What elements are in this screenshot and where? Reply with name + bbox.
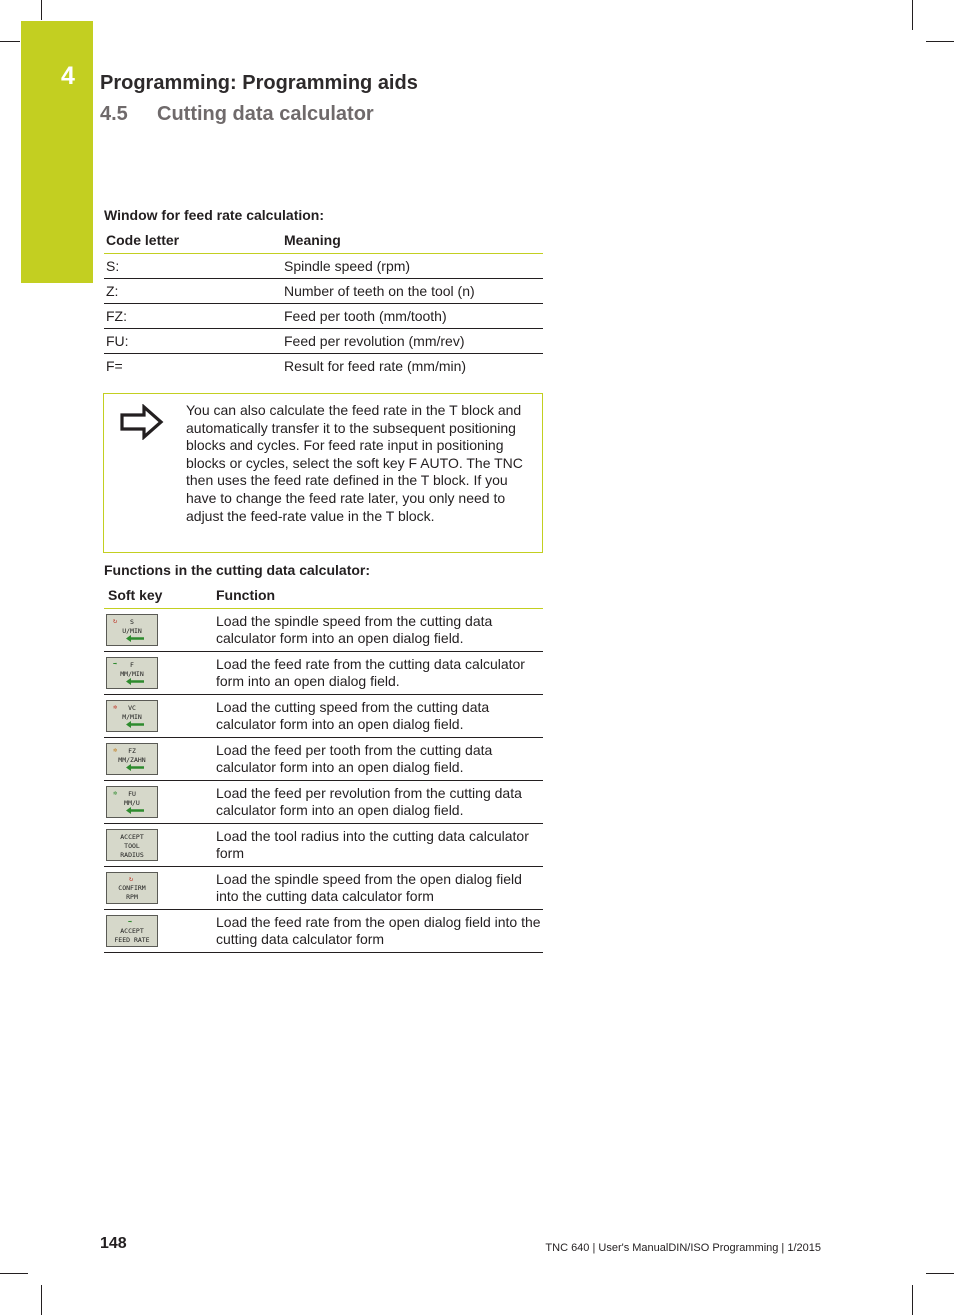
page-number: 148: [100, 1235, 127, 1252]
softkey-line: M/MIN: [122, 713, 142, 721]
softkey-accept-tool-radius[interactable]: [106, 829, 158, 861]
crop-mark: [41, 0, 42, 20]
code-letter: F=: [106, 358, 123, 374]
feed-icon: ➡: [128, 918, 133, 926]
arrow-left-icon: [126, 635, 144, 642]
softkey-accept-feed-rate[interactable]: [106, 915, 158, 947]
crop-mark: [912, 1285, 913, 1315]
softkey-f-mm-min[interactable]: [106, 657, 158, 689]
function-description: Load the feed rate from the cutting data calculator form into an open dialog field.: [214, 652, 543, 695]
softkey-line: MM/U: [124, 799, 140, 807]
spindle-icon: ↻: [113, 617, 118, 625]
meaning: Feed per revolution (mm/rev): [282, 329, 543, 354]
softkey-line: RADIUS: [120, 851, 144, 859]
arrow-left-icon: [126, 807, 144, 814]
column-header: Meaning: [282, 227, 543, 254]
table-row: [104, 824, 543, 867]
chapter-tab: [21, 21, 93, 283]
softkey-fu-mm-u[interactable]: [106, 786, 158, 818]
table-row: [104, 609, 543, 652]
function-description: Load the tool radius into the cutting data calculator form: [214, 824, 543, 867]
softkey-line: RPM: [126, 893, 138, 901]
softkey-line: FU: [128, 790, 136, 798]
code-letter: Z:: [104, 279, 282, 304]
table-header-row: [104, 582, 543, 609]
chapter-number: 4: [61, 62, 75, 90]
feed-per-rev-icon: ✲: [113, 789, 118, 797]
softkey-line: MM/MIN: [120, 670, 144, 678]
note-box: [103, 393, 543, 553]
function-description: Load the spindle speed from the open dialog field into the cutting data calculator form: [214, 867, 543, 910]
softkey-s-u-min[interactable]: [106, 614, 158, 646]
note-text: You can also calculate the feed rate in the T block and automatically transfer it to the subsequent positioning blocks and cycles. For feed rate input in positioning blocks or cycles, select the soft key F AUTO. The TNC then uses the feed rate defined in the T block. If you have to change the feed rate later, you only need to adjust the feed-rate value in the T block.: [186, 402, 523, 524]
arrow-left-icon: [126, 678, 144, 685]
feed-window-table: [104, 227, 543, 378]
chapter-title: Programming: Programming aids: [100, 72, 418, 94]
softkey-line: VC: [128, 704, 136, 712]
crop-mark: [926, 41, 954, 42]
softkey-line: S: [130, 618, 134, 626]
table-row: [104, 304, 543, 329]
softkey-line: U/MIN: [122, 627, 142, 635]
softkey-line: MM/ZAHN: [118, 756, 146, 764]
feed-per-tooth-icon: ✲: [113, 746, 118, 754]
crop-mark: [41, 1285, 42, 1315]
code-letter: FZ:: [104, 304, 282, 329]
function-description: Load the feed per revolution from the cutting data calculator form into an open dialog field.: [214, 781, 543, 824]
functions-table: [104, 582, 543, 953]
code-letter: S:: [104, 254, 282, 279]
spindle-icon: ↻: [129, 875, 134, 883]
table-row: [104, 867, 543, 910]
softkey-confirm-rpm[interactable]: [106, 872, 158, 904]
table-row: [104, 329, 543, 354]
softkey-line: CONFIRM: [118, 884, 146, 892]
softkey-line: FEED RATE: [114, 936, 150, 944]
table-row: [104, 254, 543, 279]
feed-icon: ➡: [113, 660, 118, 668]
meaning: Spindle speed (rpm): [282, 254, 543, 279]
table-row: [104, 910, 543, 953]
table-header-row: [104, 227, 543, 254]
section-number: 4.5: [100, 103, 128, 125]
softkey-line: ACCEPT: [120, 833, 144, 841]
section-title: Cutting data calculator: [157, 103, 374, 125]
meaning: Result for feed rate (mm/min): [284, 358, 467, 374]
softkey-line: F: [130, 661, 134, 669]
arrow-left-icon: [126, 764, 144, 771]
function-description: Load the cutting speed from the cutting data calculator form into an open dialog field.: [214, 695, 543, 738]
crop-mark: [0, 1273, 28, 1274]
arrow-left-icon: [126, 721, 144, 728]
table-row: [104, 738, 543, 781]
feed-window-heading: Window for feed rate calculation:: [104, 207, 325, 223]
softkey-line: FZ: [128, 747, 136, 755]
function-description: Load the spindle speed from the cutting data calculator form into an open dialog field.: [214, 609, 543, 652]
table-row: [104, 652, 543, 695]
table-row: [104, 354, 543, 379]
table-row: [104, 781, 543, 824]
section-heading: [100, 103, 374, 126]
softkey-fz-mm-zahn[interactable]: [106, 743, 158, 775]
crop-mark: [926, 1273, 954, 1274]
column-header: Code letter: [104, 227, 282, 254]
arrow-right-outline-icon: [120, 404, 164, 445]
function-description: Load the feed per tooth from the cutting data calculator form into an open dialog field.: [214, 738, 543, 781]
cutting-speed-icon: ✲: [113, 703, 118, 711]
column-header: Soft key: [104, 582, 214, 609]
functions-heading: Functions in the cutting data calculator:: [104, 562, 371, 578]
table-row: [104, 279, 543, 304]
function-description: Load the feed rate from the open dialog field into the cutting data calculator form: [214, 910, 543, 953]
footer-text: TNC 640 | User's ManualDIN/ISO Programming | 1/2015: [545, 1242, 821, 1254]
softkey-line: ACCEPT: [120, 927, 144, 935]
meaning: Feed per tooth (mm/tooth): [282, 304, 543, 329]
crop-mark: [912, 0, 913, 30]
softkey-vc-m-min[interactable]: [106, 700, 158, 732]
table-row: [104, 695, 543, 738]
code-letter: FU:: [104, 329, 282, 354]
softkey-line: TOOL: [124, 842, 140, 850]
column-header: Function: [214, 582, 543, 609]
crop-mark: [0, 41, 20, 42]
meaning: Number of teeth on the tool (n): [282, 279, 543, 304]
